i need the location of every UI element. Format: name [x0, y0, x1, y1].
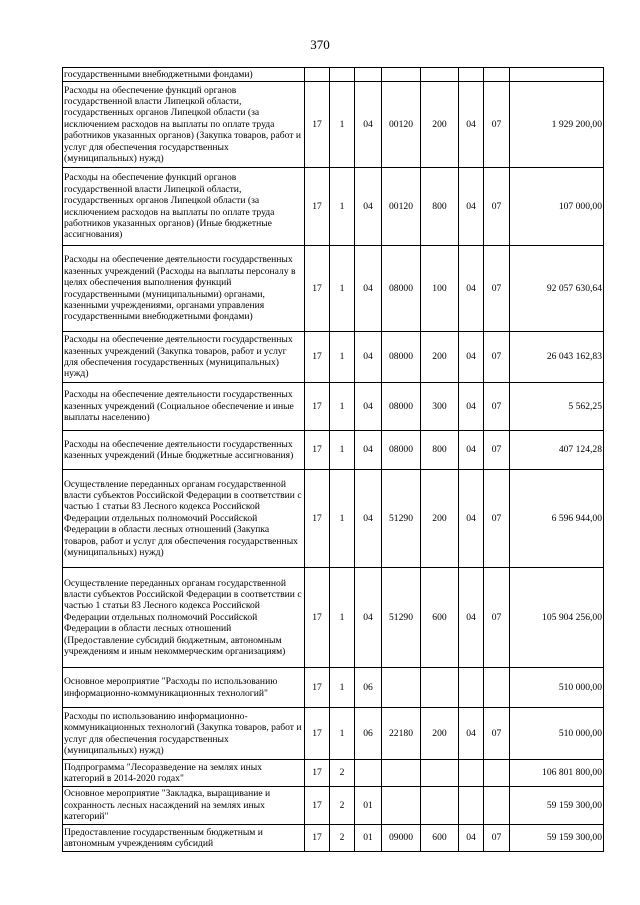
code-event: [355, 68, 382, 82]
code-direction: 00120: [382, 168, 421, 246]
table-row: [63, 383, 604, 431]
table-row: [63, 68, 604, 82]
row-description: Расходы на обеспечение функций органов государственной власти Липецкой области, государственных органов Липецкой области (за исключением расходов на выплаты по оплате труда работников указанных органов) (Иные бюджетные ассигнования): [63, 168, 305, 246]
table-row: [63, 332, 604, 383]
code-direction: [382, 787, 421, 825]
code-direction: 51290: [382, 470, 421, 568]
code-program: 1: [330, 668, 355, 708]
code-section: [459, 68, 484, 82]
code-direction: 00120: [382, 82, 421, 168]
code-event: 04: [355, 431, 382, 470]
row-description: Расходы на обеспечение деятельности государственных казенных учреждений (Закупка товаров, работ и услуг для обеспечения государственных (муниципальных) нужд): [63, 332, 305, 383]
code-subsection: [484, 668, 510, 708]
code-subsection: 07: [484, 708, 510, 760]
row-description: Подпрограмма "Лесоразведение на землях иных категорий в 2014-2020 годах": [63, 760, 305, 787]
row-description: Расходы по использованию информационно-коммуникационных технологий (Закупка товаров, работ и услуг для обеспечения государственных (муниципальных) нужд): [63, 708, 305, 760]
table-row: [63, 825, 604, 852]
code-program: 2: [330, 825, 355, 852]
code-ministry: 17: [305, 708, 330, 760]
table-row: [63, 246, 604, 332]
amount: 510 000,00: [510, 708, 604, 760]
amount: [510, 68, 604, 82]
amount: 510 000,00: [510, 668, 604, 708]
code-event: 04: [355, 470, 382, 568]
row-description: Основное мероприятие "Закладка, выращивание и сохранность лесных насаждений на землях иных категорий": [63, 787, 305, 825]
code-expense-type: [421, 787, 459, 825]
amount: 107 000,00: [510, 168, 604, 246]
code-section: [459, 787, 484, 825]
code-direction: 09000: [382, 825, 421, 852]
row-description: Расходы на обеспечение деятельности государственных казенных учреждений (Иные бюджетные ассигнования): [63, 431, 305, 470]
code-event: 04: [355, 568, 382, 668]
code-ministry: 17: [305, 431, 330, 470]
code-subsection: 07: [484, 332, 510, 383]
code-subsection: 07: [484, 825, 510, 852]
code-subsection: 07: [484, 383, 510, 431]
code-subsection: 07: [484, 431, 510, 470]
table-row: [63, 668, 604, 708]
row-description: Осуществление переданных органам государственной власти субъектов Российской Федерации в соответствии с частью 1 статьи 83 Лесного кодекса Российской Федерации отдельных полномочий Российской Федерации в области лесных отношений (Предоставление субсидий бюджетным, автономным учреждениям и иным некоммерческим организациям): [63, 568, 305, 668]
code-expense-type: [421, 668, 459, 708]
code-program: 2: [330, 760, 355, 787]
code-expense-type: 200: [421, 708, 459, 760]
code-direction: 08000: [382, 246, 421, 332]
page-number: 370: [310, 37, 330, 52]
code-event: 04: [355, 168, 382, 246]
code-subsection: 07: [484, 568, 510, 668]
table-row: [63, 82, 604, 168]
code-expense-type: 200: [421, 470, 459, 568]
code-subsection: 07: [484, 168, 510, 246]
code-program: 1: [330, 246, 355, 332]
code-event: 04: [355, 82, 382, 168]
code-ministry: 17: [305, 246, 330, 332]
code-direction: [382, 68, 421, 82]
code-subsection: 07: [484, 246, 510, 332]
code-direction: [382, 760, 421, 787]
code-ministry: 17: [305, 470, 330, 568]
code-ministry: 17: [305, 787, 330, 825]
code-program: 1: [330, 708, 355, 760]
code-subsection: [484, 787, 510, 825]
code-section: 04: [459, 568, 484, 668]
code-program: 1: [330, 168, 355, 246]
code-ministry: 17: [305, 82, 330, 168]
code-event: 06: [355, 708, 382, 760]
amount: 59 159 300,00: [510, 787, 604, 825]
code-program: 1: [330, 431, 355, 470]
code-expense-type: [421, 68, 459, 82]
code-program: 1: [330, 470, 355, 568]
code-section: [459, 668, 484, 708]
code-event: 01: [355, 825, 382, 852]
code-event: 01: [355, 787, 382, 825]
code-ministry: 17: [305, 668, 330, 708]
amount: 106 801 800,00: [510, 760, 604, 787]
code-program: [330, 68, 355, 82]
table-row: [63, 787, 604, 825]
budget-table: [62, 67, 604, 852]
row-description: Расходы на обеспечение функций органов государственной власти Липецкой области, государственных органов Липецкой области (за исключением расходов на выплаты по оплате труда работников указанных органов) (Закупка товаров, работ и услуг для обеспечения государственных (муниципальных) нужд): [63, 82, 305, 168]
table-body: [63, 68, 604, 852]
code-expense-type: 800: [421, 168, 459, 246]
code-expense-type: 200: [421, 82, 459, 168]
code-section: [459, 760, 484, 787]
code-program: 2: [330, 787, 355, 825]
amount: 105 904 256,00: [510, 568, 604, 668]
code-program: 1: [330, 82, 355, 168]
code-subsection: [484, 68, 510, 82]
code-expense-type: 300: [421, 383, 459, 431]
code-event: 04: [355, 246, 382, 332]
code-subsection: 07: [484, 82, 510, 168]
code-event: [355, 760, 382, 787]
code-section: 04: [459, 82, 484, 168]
amount: 407 124,28: [510, 431, 604, 470]
code-program: 1: [330, 332, 355, 383]
code-expense-type: 100: [421, 246, 459, 332]
code-direction: 22180: [382, 708, 421, 760]
code-section: 04: [459, 168, 484, 246]
code-ministry: 17: [305, 168, 330, 246]
amount: 1 929 200,00: [510, 82, 604, 168]
row-description: Основное мероприятие "Расходы по использованию информационно-коммуникационных технологий": [63, 668, 305, 708]
table-row: [63, 760, 604, 787]
table-row: [63, 168, 604, 246]
code-event: 04: [355, 383, 382, 431]
table-row: [63, 470, 604, 568]
code-ministry: [305, 68, 330, 82]
row-description: Осуществление переданных органам государственной власти субъектов Российской Федерации в соответствии с частью 1 статьи 83 Лесного кодекса Российской Федерации отдельных полномочий Российской Федерации в области лесных отношений (Закупка товаров, работ и услуг для обеспечения государственных (муниципальных) нужд): [63, 470, 305, 568]
row-description: Расходы на обеспечение деятельности государственных казенных учреждений (Расходы на выплаты персоналу в целях обеспечения выполнения функций государственными (муниципальными) органами, казенными учреждениями, органами управления государственными внебюджетными фондами): [63, 246, 305, 332]
code-section: 04: [459, 332, 484, 383]
table-row: [63, 431, 604, 470]
code-program: 1: [330, 383, 355, 431]
code-section: 04: [459, 708, 484, 760]
code-section: 04: [459, 383, 484, 431]
code-section: 04: [459, 431, 484, 470]
code-direction: 08000: [382, 383, 421, 431]
table-row: [63, 708, 604, 760]
code-direction: [382, 668, 421, 708]
code-ministry: 17: [305, 332, 330, 383]
code-expense-type: 600: [421, 568, 459, 668]
table-row: [63, 568, 604, 668]
code-section: 04: [459, 470, 484, 568]
code-direction: 08000: [382, 431, 421, 470]
code-subsection: [484, 760, 510, 787]
code-ministry: 17: [305, 760, 330, 787]
code-expense-type: [421, 760, 459, 787]
code-event: 04: [355, 332, 382, 383]
code-event: 06: [355, 668, 382, 708]
code-subsection: 07: [484, 470, 510, 568]
code-program: 1: [330, 568, 355, 668]
code-ministry: 17: [305, 825, 330, 852]
code-section: 04: [459, 825, 484, 852]
code-expense-type: 600: [421, 825, 459, 852]
amount: 26 043 162,83: [510, 332, 604, 383]
amount: 92 057 630,64: [510, 246, 604, 332]
code-expense-type: 800: [421, 431, 459, 470]
code-direction: 51290: [382, 568, 421, 668]
code-section: 04: [459, 246, 484, 332]
row-description: Предоставление государственным бюджетным и автономным учреждениям субсидий: [63, 825, 305, 852]
amount: 6 596 944,00: [510, 470, 604, 568]
amount: 59 159 300,00: [510, 825, 604, 852]
amount: 5 562,25: [510, 383, 604, 431]
code-ministry: 17: [305, 383, 330, 431]
code-direction: 08000: [382, 332, 421, 383]
row-description: Расходы на обеспечение деятельности государственных казенных учреждений (Социальное обеспечение и иные выплаты населению): [63, 383, 305, 431]
code-ministry: 17: [305, 568, 330, 668]
row-description: государственными внебюджетными фондами): [63, 68, 305, 82]
code-expense-type: 200: [421, 332, 459, 383]
